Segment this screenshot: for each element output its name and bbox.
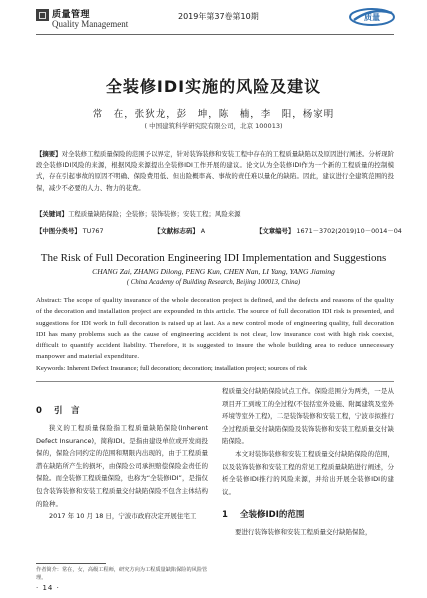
- paper-title: 全装修IDI实施的风险及建议: [105, 77, 322, 96]
- keywords-en-text: Inherent Defect Insurance; full decoration; decoration; installation project; sources of risk: [67, 365, 307, 372]
- abstract-en-text: The scope of quality insurance of the whole decoration project is defined, and the defects and reasons of the quality of the decoration and installation project are expounded in this article. The source of full decoration IDI risk is presented, and suggestions for IDI work in full decoration is raised up at last. As a new control mode of engineering quality, full decoration IDI has many problems such as the cause of engineering accident is not clear, low insurance cost with high risk coexist, difficult to quantify accident liability. Therefore, it is suggested to insure the whole building area to reduce unnecessary manpower and material expenditure.: [36, 297, 394, 361]
- body-paragraph: 程质量交付缺陷保险试点工作。保险范围分为两类，一是从项目开工到竣工的全过程(不包括室外设施、附属建筑及室外环境等室外工程)，二是装饰装修和安装工程，宁波市拟推行全过程质量交付缺陷保险及装饰装修和安装工程质量交付缺陷保险。: [222, 387, 394, 446]
- journal-name-en: Quality Management: [52, 19, 129, 29]
- abstract-cn-text: 对全装修工程质量保险的范围予以界定，针对装饰装修和安装工程中存在的工程质量缺陷以及原因进行阐述。分析现阶段全装修IDI风险的来源，根据风险来源提出全装修IDI工作开展的建议。论文认为全装修IDI作为一个新的工程质量的控制模式，存在引起事故的原因不明确、保险费用低、但出险概率高、事故的责任难以量化的缺陷。因此，建议进行全建筑范围的投保，减少不必要的人力、物力的花费。: [36, 150, 395, 192]
- section-title: 引 言: [54, 406, 80, 416]
- body-column-right: [222, 385, 394, 539]
- article-id-label: 【文章编号】: [256, 227, 295, 235]
- abstract-cn: [36, 149, 394, 194]
- body-paragraph: 狭义的工程质量保险指工程质量缺陷保险(Inherent Defect Insurance)，简称IDI。是指由建设单位或开发商投保的，保险合同约定的范围和期限内出现的，由于工程质量潜在缺陷所产生的损坏，由保险公司承担赔偿保险金责任的保险。而全装修工程质量保险，也称为“全装修IDI”，是指仅包含装饰装修和安装工程质量交付缺陷保险不包含主体结构的险种。: [36, 424, 208, 508]
- keywords-en: [36, 364, 394, 374]
- page-header: [0, 0, 427, 52]
- section-title: 全装修IDI的范围: [240, 510, 305, 521]
- abstract-en: [36, 295, 394, 363]
- brand-logo-text: 质量: [364, 13, 380, 22]
- keywords-en-label: Keywords:: [36, 365, 66, 372]
- clc-field: [36, 226, 104, 235]
- header-rule: [36, 34, 394, 35]
- journal-brand-logo-icon: [348, 5, 396, 27]
- body-column-left: [36, 404, 208, 523]
- doc-code-label: 【文献标志码】: [154, 227, 199, 235]
- journal-name: 质量管理: [52, 10, 91, 20]
- author-list-en: CHANG Zai, ZHANG Dilong, PENG Kun, CHEN Nan, LI Yang, YANG Jiaming: [92, 267, 335, 276]
- section-heading-scope: [222, 508, 394, 522]
- abstract-divider: [36, 381, 394, 382]
- abstract-en-label: Abstract:: [36, 297, 62, 304]
- keywords-cn: [36, 209, 394, 219]
- classification-row: [36, 226, 402, 238]
- section-number: 0: [36, 406, 42, 416]
- page-number: · 14 ·: [36, 584, 60, 592]
- author-list: 常 在，张狄龙，彭 坤，陈 楠，李 阳，杨家明: [92, 109, 335, 120]
- issue-info: 2019年第37卷第10期: [178, 12, 259, 21]
- keywords-cn-label: 【关键词】: [36, 210, 68, 218]
- clc-label: 【中图分类号】: [36, 227, 81, 235]
- keywords-cn-text: 工程质量缺陷保险；全装修；装饰装修；安装工程；风险来源: [67, 210, 241, 218]
- body-paragraph: 本文对装饰装修和安装工程质量交付缺陷保险的范围，以及装饰装修和安装工程的常见工程质量缺陷进行阐述，分析全装修IDI推行的风险来源，并给出开展全装修IDI的建议。: [222, 449, 394, 496]
- abstract-cn-label: 【摘要】: [36, 150, 62, 158]
- author-footnote: 作者简介：常在，女，高级工程师，研究方向为工程质量缺陷保险的风险管理。: [36, 567, 208, 581]
- body-paragraph: 2017 年 10 月 18 日，宁波市政府决定开展住宅工: [49, 512, 197, 521]
- journal-logo-icon: [36, 9, 49, 21]
- affiliation: ( 中国建筑科学研究院有限公司，北京 100013): [144, 122, 283, 130]
- section-heading-intro: [36, 404, 208, 418]
- paper-title-en: The Risk of Full Decoration Engineering IDI Implementation and Suggestions: [40, 252, 387, 264]
- section-number: 1: [222, 510, 228, 521]
- doc-code-field: [154, 226, 205, 235]
- footnote-rule: [36, 563, 106, 564]
- doc-code-value: A: [200, 227, 206, 235]
- body-paragraph: 要进行装饰装修和安装工程质量交付缺陷保险，: [235, 528, 372, 537]
- article-id-value: 1671－3702(2019)10－0014－04: [296, 227, 402, 235]
- article-id-field: [256, 226, 402, 235]
- affiliation-en: ( China Academy of Building Research, Beijing 100013, China): [126, 279, 301, 286]
- clc-value: TU767: [82, 227, 104, 235]
